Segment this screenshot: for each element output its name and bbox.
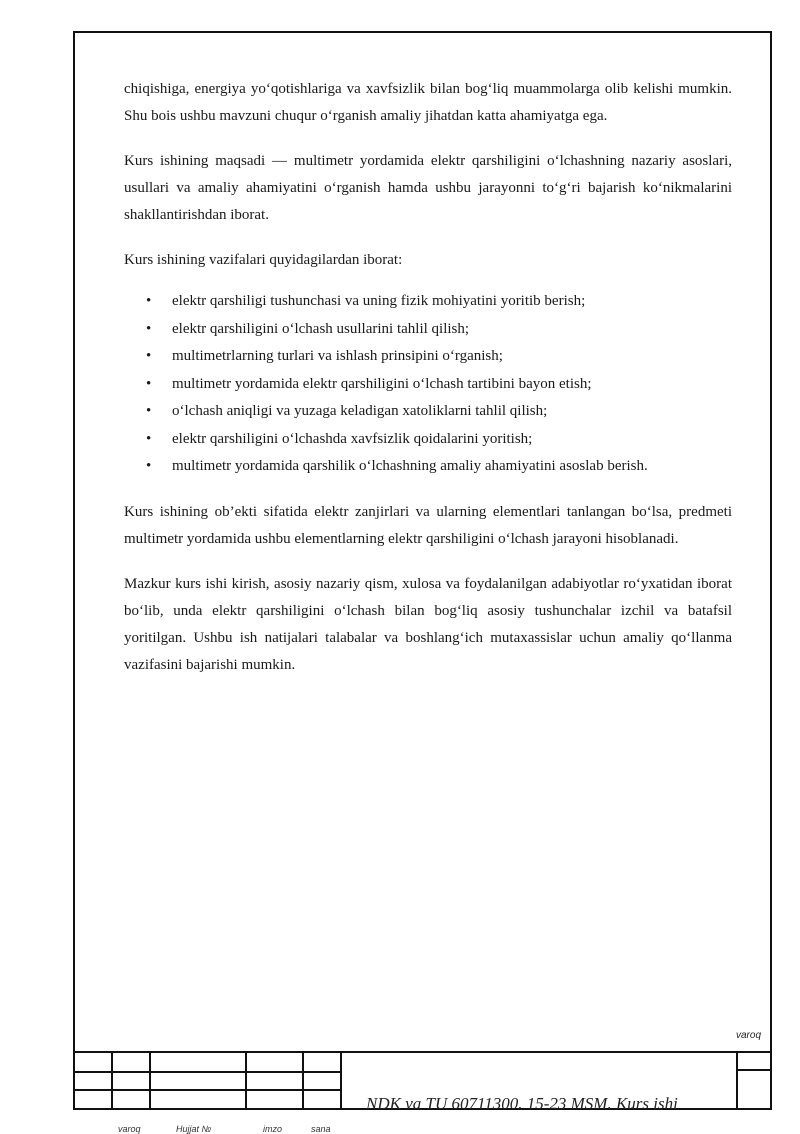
stamp-column-label: sana [311, 1124, 331, 1134]
paragraph-tasks-heading: Kurs ishining vazifalari quyidagilardan iborat: [124, 252, 403, 268]
stamp-sheet-line [737, 1069, 772, 1071]
paragraph-goal: Kurs ishining maqsadi — multimetr yordamida elektr qarshiligini o‘lchashning nazariy asoslari, usullari va amaliy ahamiyatini o‘rganish hamda ushbu jarayonni to‘g‘ri bajarish ko‘nikmalarini shakllantirishdan iborat. [124, 153, 732, 223]
stamp-col-line [340, 1051, 342, 1110]
list-item: • multimetrlarning turlari va ishlash prinsipini o‘rganish; [124, 343, 732, 371]
list-item: • elektr qarshiligini o‘lchashda xavfsizlik qoidalarini yoritish; [124, 426, 732, 454]
stamp-row-line [73, 1089, 341, 1091]
bullet-icon: • [146, 348, 152, 364]
sheet-label: varoq [736, 1030, 762, 1041]
bullet-icon: • [146, 320, 152, 337]
list-item: • o‘lchash aniqligi va yuzaga keladigan xatoliklarni tahlil qilish; [124, 398, 732, 426]
stamp-column-label: Hujjat № [176, 1124, 212, 1134]
paragraph-structure: Mazkur kurs ishi kirish, asosiy nazariy qism, xulosa va foydalanilgan adabiyotlar ro‘yxatidan iborat bo‘lib, unda elektr qarshiligini o‘lchash bilan bog‘liq asosiy tushunchalar izchil va batafsil yoritilgan. Ushbu ish natijalari talabalar va boshlang‘ich mutaxassislar uchun amaliy qo‘llanma vazifasini bajarishi mumkin. [124, 575, 732, 673]
stamp-col-line [736, 1051, 738, 1110]
bullet-icon: • [146, 293, 152, 309]
task-list [124, 288, 732, 481]
bullet-icon: • [146, 430, 152, 447]
list-item: • multimetr yordamida elektr qarshiligini o‘lchash tartibini bayon etish; [124, 371, 732, 399]
list-item: • elektr qarshiligi tushunchasi va uning fizik mohiyatini yoritib berish; [124, 288, 732, 316]
bullet-icon: • [146, 375, 152, 392]
bullet-icon: • [146, 458, 152, 474]
list-item: • elektr qarshiligini o‘lchash usullarini tahlil qilish; [124, 316, 732, 344]
stamp-col-line [149, 1051, 151, 1110]
stamp-column-label: imzo [263, 1124, 283, 1134]
stamp-col-line [302, 1051, 304, 1110]
document-code: NDK va TU 60711300. 15-23 MSM. Kurs ishi [366, 1094, 678, 1113]
stamp-col-line [245, 1051, 247, 1110]
stamp-col-line [111, 1051, 113, 1110]
stamp-row-line [73, 1071, 341, 1073]
document-body [124, 76, 732, 697]
bullet-icon: • [146, 403, 152, 419]
stamp-top-line [73, 1051, 772, 1053]
paragraph-object: Kurs ishining ob’ekti sifatida elektr zanjirlari va ularning elementlari tanlangan bo‘lsa, predmeti multimetr yordamida ushbu elementlarning elektr qarshiligini o‘lchash jarayoni hisoblanadi. [124, 503, 732, 547]
stamp-column-label: varoq [118, 1124, 141, 1134]
list-item: • multimetr yordamida qarshilik o‘lchashning amaliy ahamiyatini asoslab berish. [124, 453, 732, 481]
paragraph-intro-end: chiqishiga, energiya yo‘qotishlariga va xavfsizlik bilan bog‘liq muammolarga olib kelishi mumkin. Shu bois ushbu mavzuni chuqur o‘rganish amaliy jihatdan katta ahamiyatga ega. [124, 81, 732, 124]
